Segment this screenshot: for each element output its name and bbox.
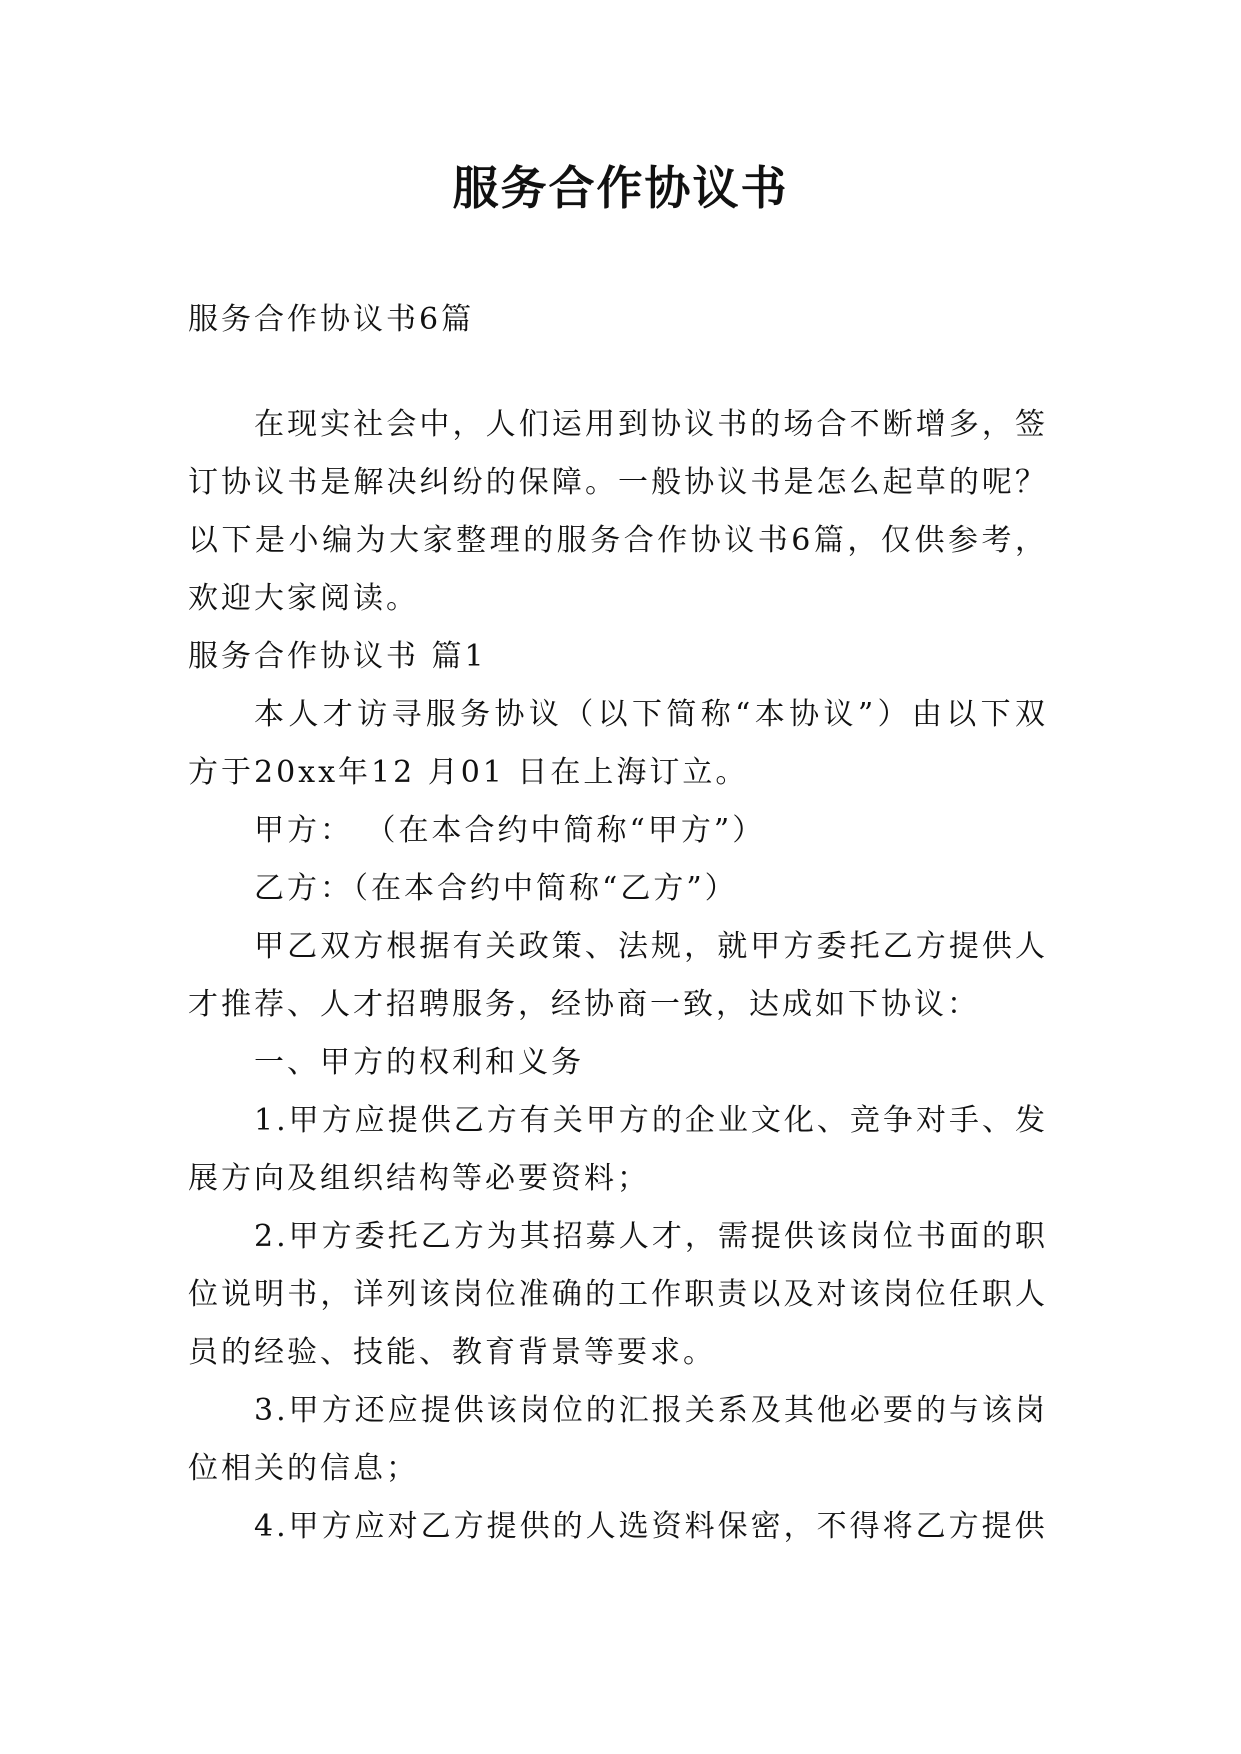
paragraph-consensus: 甲乙双方根据有关政策、法规，就甲方委托乙方提供人才推荐、人才招聘服务，经协商一致，达成如下协议： (188, 929, 1048, 1022)
paragraph-party-a: 甲方： （在本合约中简称“甲方”） (254, 813, 766, 848)
document-body (188, 396, 1048, 1556)
section-heading-part-1: 服务合作协议书 篇1 (188, 639, 487, 674)
clause-1-4: 4.甲方应对乙方提供的人选资料保密，不得将乙方提供 (254, 1509, 1048, 1544)
paragraph-party-b: 乙方：（在本合约中简称“乙方”） (254, 871, 738, 906)
clause-1-3: 3.甲方还应提供该岗位的汇报关系及其他必要的与该岗位相关的信息； (188, 1393, 1048, 1486)
document-subtitle: 服务合作协议书6篇 (188, 302, 475, 337)
clause-1-1: 1.甲方应提供乙方有关甲方的企业文化、竞争对手、发展方向及组织结构等必要资料； (188, 1103, 1048, 1196)
clause-1-2: 2.甲方委托乙方为其招募人才，需提供该岗位书面的职位说明书，详列该岗位准确的工作职责以及对该岗位任职人员的经验、技能、教育背景等要求。 (188, 1219, 1048, 1370)
document-title: 服务合作协议书 (452, 161, 789, 215)
paragraph-intro: 在现实社会中，人们运用到协议书的场合不断增多，签订协议书是解决纠纷的保障。一般协议书是怎么起草的呢？以下是小编为大家整理的服务合作协议书6篇，仅供参考，欢迎大家阅读。 (188, 407, 1048, 616)
clause-heading-1: 一、甲方的权利和义务 (254, 1045, 584, 1080)
paragraph-agreement-intro: 本人才访寻服务协议（以下简称“本协议”）由以下双方于20xx年12 月01 日在上海订立。 (188, 697, 1048, 790)
